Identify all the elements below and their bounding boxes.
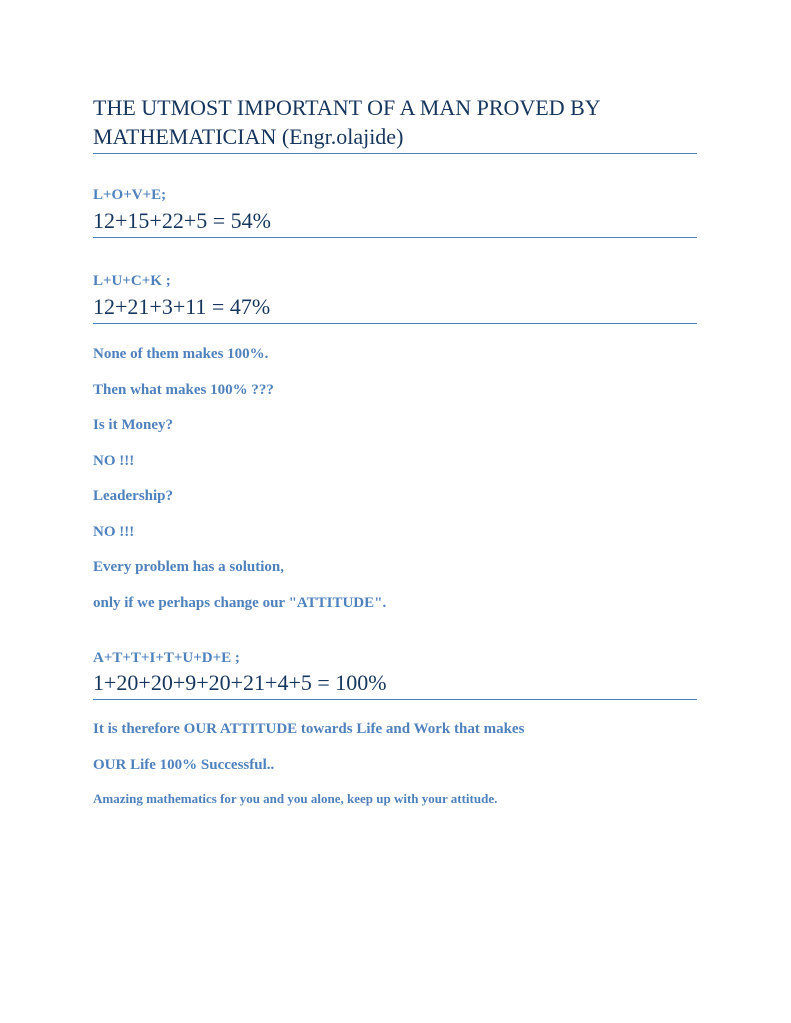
text-line-7: Every problem has a solution, [93, 559, 284, 575]
document-content [93, 93, 697, 807]
text-line-8: only if we perhaps change our "ATTITUDE". [93, 595, 387, 611]
text-line-5: Leadership? [93, 488, 174, 504]
luck-label: L+U+C+K ; [93, 273, 171, 289]
document-title: THE UTMOST IMPORTANT OF A MAN PROVED BY MATHEMATICIAN (Engr.olajide) [93, 93, 697, 154]
luck-sum: 12+21+3+11 = 47% [93, 293, 697, 324]
conclusion-line-1: It is therefore OUR ATTITUDE towards Life and Work that makes [93, 721, 525, 737]
attitude-label: A+T+T+I+T+U+D+E ; [93, 650, 240, 666]
conclusion-line-2: OUR Life 100% Successful.. [93, 757, 275, 773]
attitude-sum: 1+20+20+9+20+21+4+5 = 100% [93, 669, 697, 700]
text-line-1: None of them makes 100%. [93, 346, 269, 362]
text-line-2: Then what makes 100% ??? [93, 382, 274, 398]
closing-note: Amazing mathematics for you and you alone, keep up with your attitude. [93, 791, 498, 806]
text-line-3: Is it Money? [93, 417, 173, 433]
text-line-4: NO !!! [93, 453, 135, 469]
love-label: L+O+V+E; [93, 187, 167, 203]
text-line-6: NO !!! [93, 524, 135, 540]
love-sum: 12+15+22+5 = 54% [93, 207, 697, 238]
